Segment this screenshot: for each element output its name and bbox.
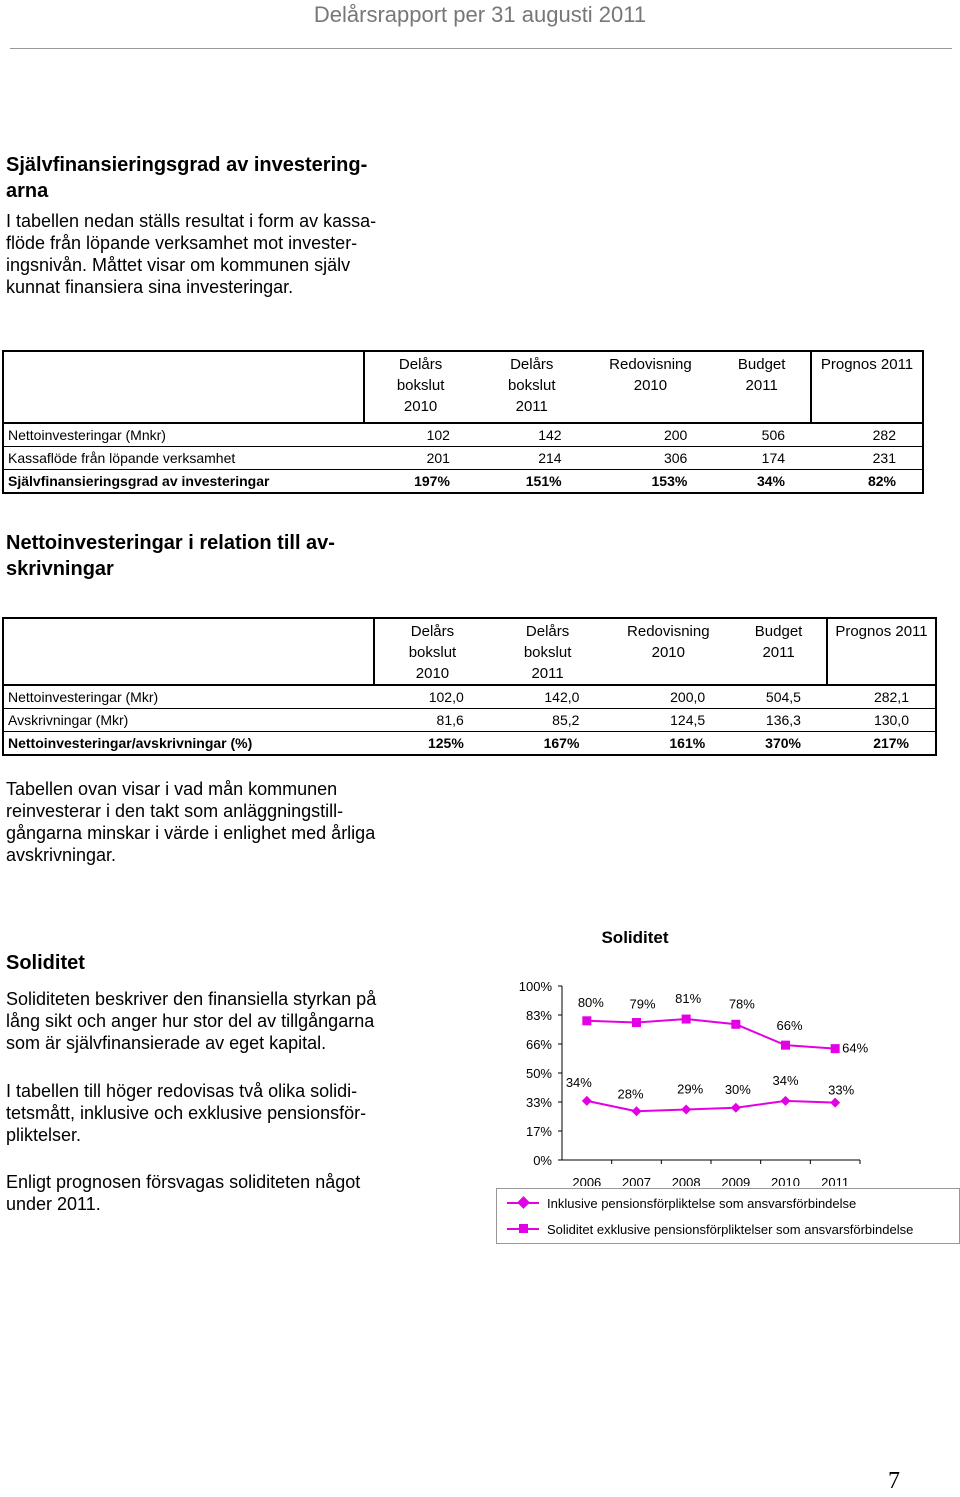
data-label: 33%: [828, 1082, 855, 1098]
section-paragraph: [6, 1171, 360, 1215]
row-label: Kassaflöde från löpande verksamhet: [3, 447, 364, 470]
y-tick-label: 17%: [525, 1124, 552, 1139]
column-header: Delårs bokslut 2011: [476, 351, 588, 423]
y-tick-label: 33%: [525, 1095, 552, 1110]
x-tick-label: 2009: [721, 1175, 751, 1186]
data-label: 66%: [776, 1018, 803, 1034]
row-label: Nettoinvesteringar/avskrivningar (%): [3, 732, 374, 756]
data-label: 81%: [675, 991, 702, 1007]
y-tick-label: 83%: [525, 1008, 552, 1023]
series-line: [587, 1101, 835, 1111]
row-label: Avskrivningar (Mkr): [3, 709, 374, 732]
data-label: 28%: [617, 1086, 644, 1102]
table-cell: 161%: [605, 732, 731, 756]
table-cell: 124,5: [605, 709, 731, 732]
section-paragraph: [6, 988, 376, 1054]
data-label: 80%: [577, 994, 604, 1010]
paragraph-line: pliktelser.: [6, 1125, 82, 1145]
table-row: [3, 447, 923, 470]
paragraph-line: kunnat finansiera sina investeringar.: [6, 277, 294, 297]
table-cell: 125%: [374, 732, 490, 756]
column-header: Budget 2011: [731, 618, 827, 685]
table-row: [3, 470, 923, 494]
table-cell: 506: [713, 423, 811, 447]
heading-line: skrivningar: [6, 558, 114, 580]
table-cell: 102: [364, 423, 476, 447]
table-cell: 200: [588, 423, 714, 447]
data-point: [830, 1098, 840, 1108]
data-point: [582, 1016, 591, 1025]
paragraph-line: I tabellen till höger redovisas två olika solidi-: [6, 1081, 358, 1101]
row-label: Nettoinvesteringar (Mnkr): [3, 423, 364, 447]
data-point: [632, 1018, 641, 1027]
data-label: 30%: [724, 1081, 751, 1097]
legend-diamond-marker-icon: [507, 1202, 539, 1204]
paragraph-line: avskrivningar.: [6, 845, 117, 865]
data-label: 79%: [629, 996, 656, 1012]
table-cell: 231: [811, 447, 923, 470]
section-heading-soliditet: Soliditet: [6, 952, 85, 974]
data-point: [781, 1041, 790, 1050]
section-paragraph: [6, 210, 376, 298]
x-tick-label: 2006: [572, 1175, 602, 1186]
data-point: [632, 1106, 642, 1116]
investments-depreciation-table: [2, 617, 937, 756]
table-cell: 504,5: [731, 685, 827, 709]
table-cell: 34%: [713, 470, 811, 494]
table-corner: [3, 618, 374, 685]
table-corner: [3, 351, 364, 423]
heading-line: Självfinansieringsgrad av investering-: [6, 154, 368, 176]
data-point: [731, 1103, 741, 1113]
paragraph-line: gångarna minskar i värde i enlighet med årliga: [6, 823, 376, 843]
table-cell: 201: [364, 447, 476, 470]
paragraph-line: som är självfinansierade av eget kapital.: [6, 1033, 327, 1053]
page-header-title: Delårsrapport per 31 augusti 2011: [313, 2, 647, 27]
section-heading-investments-depreciation: [6, 530, 335, 582]
column-header: Delårs bokslut 2010: [364, 351, 476, 423]
legend-item: [507, 1220, 913, 1238]
column-header: Redovisning 2010: [605, 618, 731, 685]
x-tick-label: 2007: [622, 1175, 651, 1186]
y-tick-label: 0%: [533, 1153, 552, 1168]
chart-title: Soliditet: [601, 928, 669, 947]
legend-square-marker-icon: [507, 1228, 539, 1230]
row-label: Nettoinvesteringar (Mkr): [3, 685, 374, 709]
data-point: [582, 1096, 592, 1106]
paragraph-line: flöde från löpande verksamhet mot invester-: [6, 233, 358, 253]
data-point: [831, 1044, 840, 1053]
header-divider: [10, 48, 952, 49]
chart-legend: [496, 1188, 960, 1244]
soliditet-line-chart: [500, 960, 890, 1186]
paragraph-line: tetsmått, inklusive och exklusive pensionsför-: [6, 1103, 367, 1123]
data-label: 64%: [842, 1040, 869, 1056]
table-cell: 153%: [588, 470, 714, 494]
x-tick-label: 2010: [771, 1175, 800, 1186]
data-point: [681, 1105, 691, 1115]
data-point: [682, 1015, 691, 1024]
table-cell: 197%: [364, 470, 476, 494]
table-cell: 217%: [827, 732, 936, 756]
table-cell: 142: [476, 423, 588, 447]
column-header: Budget 2011: [713, 351, 811, 423]
column-header: Delårs bokslut 2010: [374, 618, 490, 685]
table-cell: 282,1: [827, 685, 936, 709]
table-cell: 370%: [731, 732, 827, 756]
page-number: 7: [888, 1468, 900, 1494]
column-header: Prognos 2011: [827, 618, 936, 685]
data-point: [781, 1096, 791, 1106]
column-header: Delårs bokslut 2011: [490, 618, 606, 685]
y-tick-label: 100%: [518, 979, 552, 994]
heading-line: arna: [6, 180, 49, 202]
x-tick-label: 2008: [671, 1175, 701, 1186]
table-cell: 174: [713, 447, 811, 470]
paragraph-line: under 2011.: [6, 1194, 101, 1214]
column-header: Redovisning 2010: [588, 351, 714, 423]
self-financing-table: [2, 350, 924, 494]
data-point: [731, 1020, 740, 1029]
section-paragraph: [6, 1080, 366, 1146]
table-cell: 85,2: [490, 709, 606, 732]
paragraph-line: Soliditeten beskriver den finansiella styrkan på: [6, 989, 377, 1009]
heading-line: Nettoinvesteringar i relation till av-: [6, 532, 335, 554]
table-cell: 82%: [811, 470, 923, 494]
paragraph-line: I tabellen nedan ställs resultat i form av kassa-: [6, 211, 377, 231]
data-label: 34%: [772, 1072, 799, 1088]
column-header: Prognos 2011: [811, 351, 923, 423]
data-label: 78%: [728, 996, 755, 1012]
table-cell: 282: [811, 423, 923, 447]
table-cell: 151%: [476, 470, 588, 494]
x-tick-label: 2011: [821, 1175, 850, 1186]
table-row: [3, 423, 923, 447]
table-cell: 102,0: [374, 685, 490, 709]
table-cell: 306: [588, 447, 714, 470]
data-label: 34%: [565, 1074, 592, 1090]
paragraph-line: lång sikt och anger hur stor del av tillgångarna: [6, 1011, 375, 1031]
table-row: [3, 732, 936, 756]
table-cell: 136,3: [731, 709, 827, 732]
table-cell: 81,6: [374, 709, 490, 732]
y-tick-label: 66%: [525, 1037, 552, 1052]
table-cell: 130,0: [827, 709, 936, 732]
paragraph-line: ingsnivån. Måttet visar om kommunen själv: [6, 255, 351, 275]
legend-label: Soliditet exklusive pensionsförpliktelser som ansvarsförbindelse: [547, 1221, 914, 1237]
legend-label: Inklusive pensionsförpliktelse som ansvarsförbindelse: [547, 1195, 857, 1211]
section-paragraph: [6, 778, 375, 866]
paragraph-line: Tabellen ovan visar i vad mån kommunen: [6, 779, 338, 799]
y-tick-label: 50%: [525, 1066, 552, 1081]
table-row: [3, 685, 936, 709]
paragraph-line: Enligt prognosen försvagas soliditeten något: [6, 1172, 361, 1192]
table-row: [3, 709, 936, 732]
row-label: Självfinansieringsgrad av investeringar: [3, 470, 364, 494]
table-cell: 200,0: [605, 685, 731, 709]
table-cell: 214: [476, 447, 588, 470]
legend-item: [507, 1194, 856, 1212]
table-cell: 167%: [490, 732, 606, 756]
table-cell: 142,0: [490, 685, 606, 709]
section-heading-self-financing: [6, 152, 367, 204]
paragraph-line: reinvesterar i den takt som anläggningstill-: [6, 801, 344, 821]
data-label: 29%: [677, 1081, 704, 1097]
